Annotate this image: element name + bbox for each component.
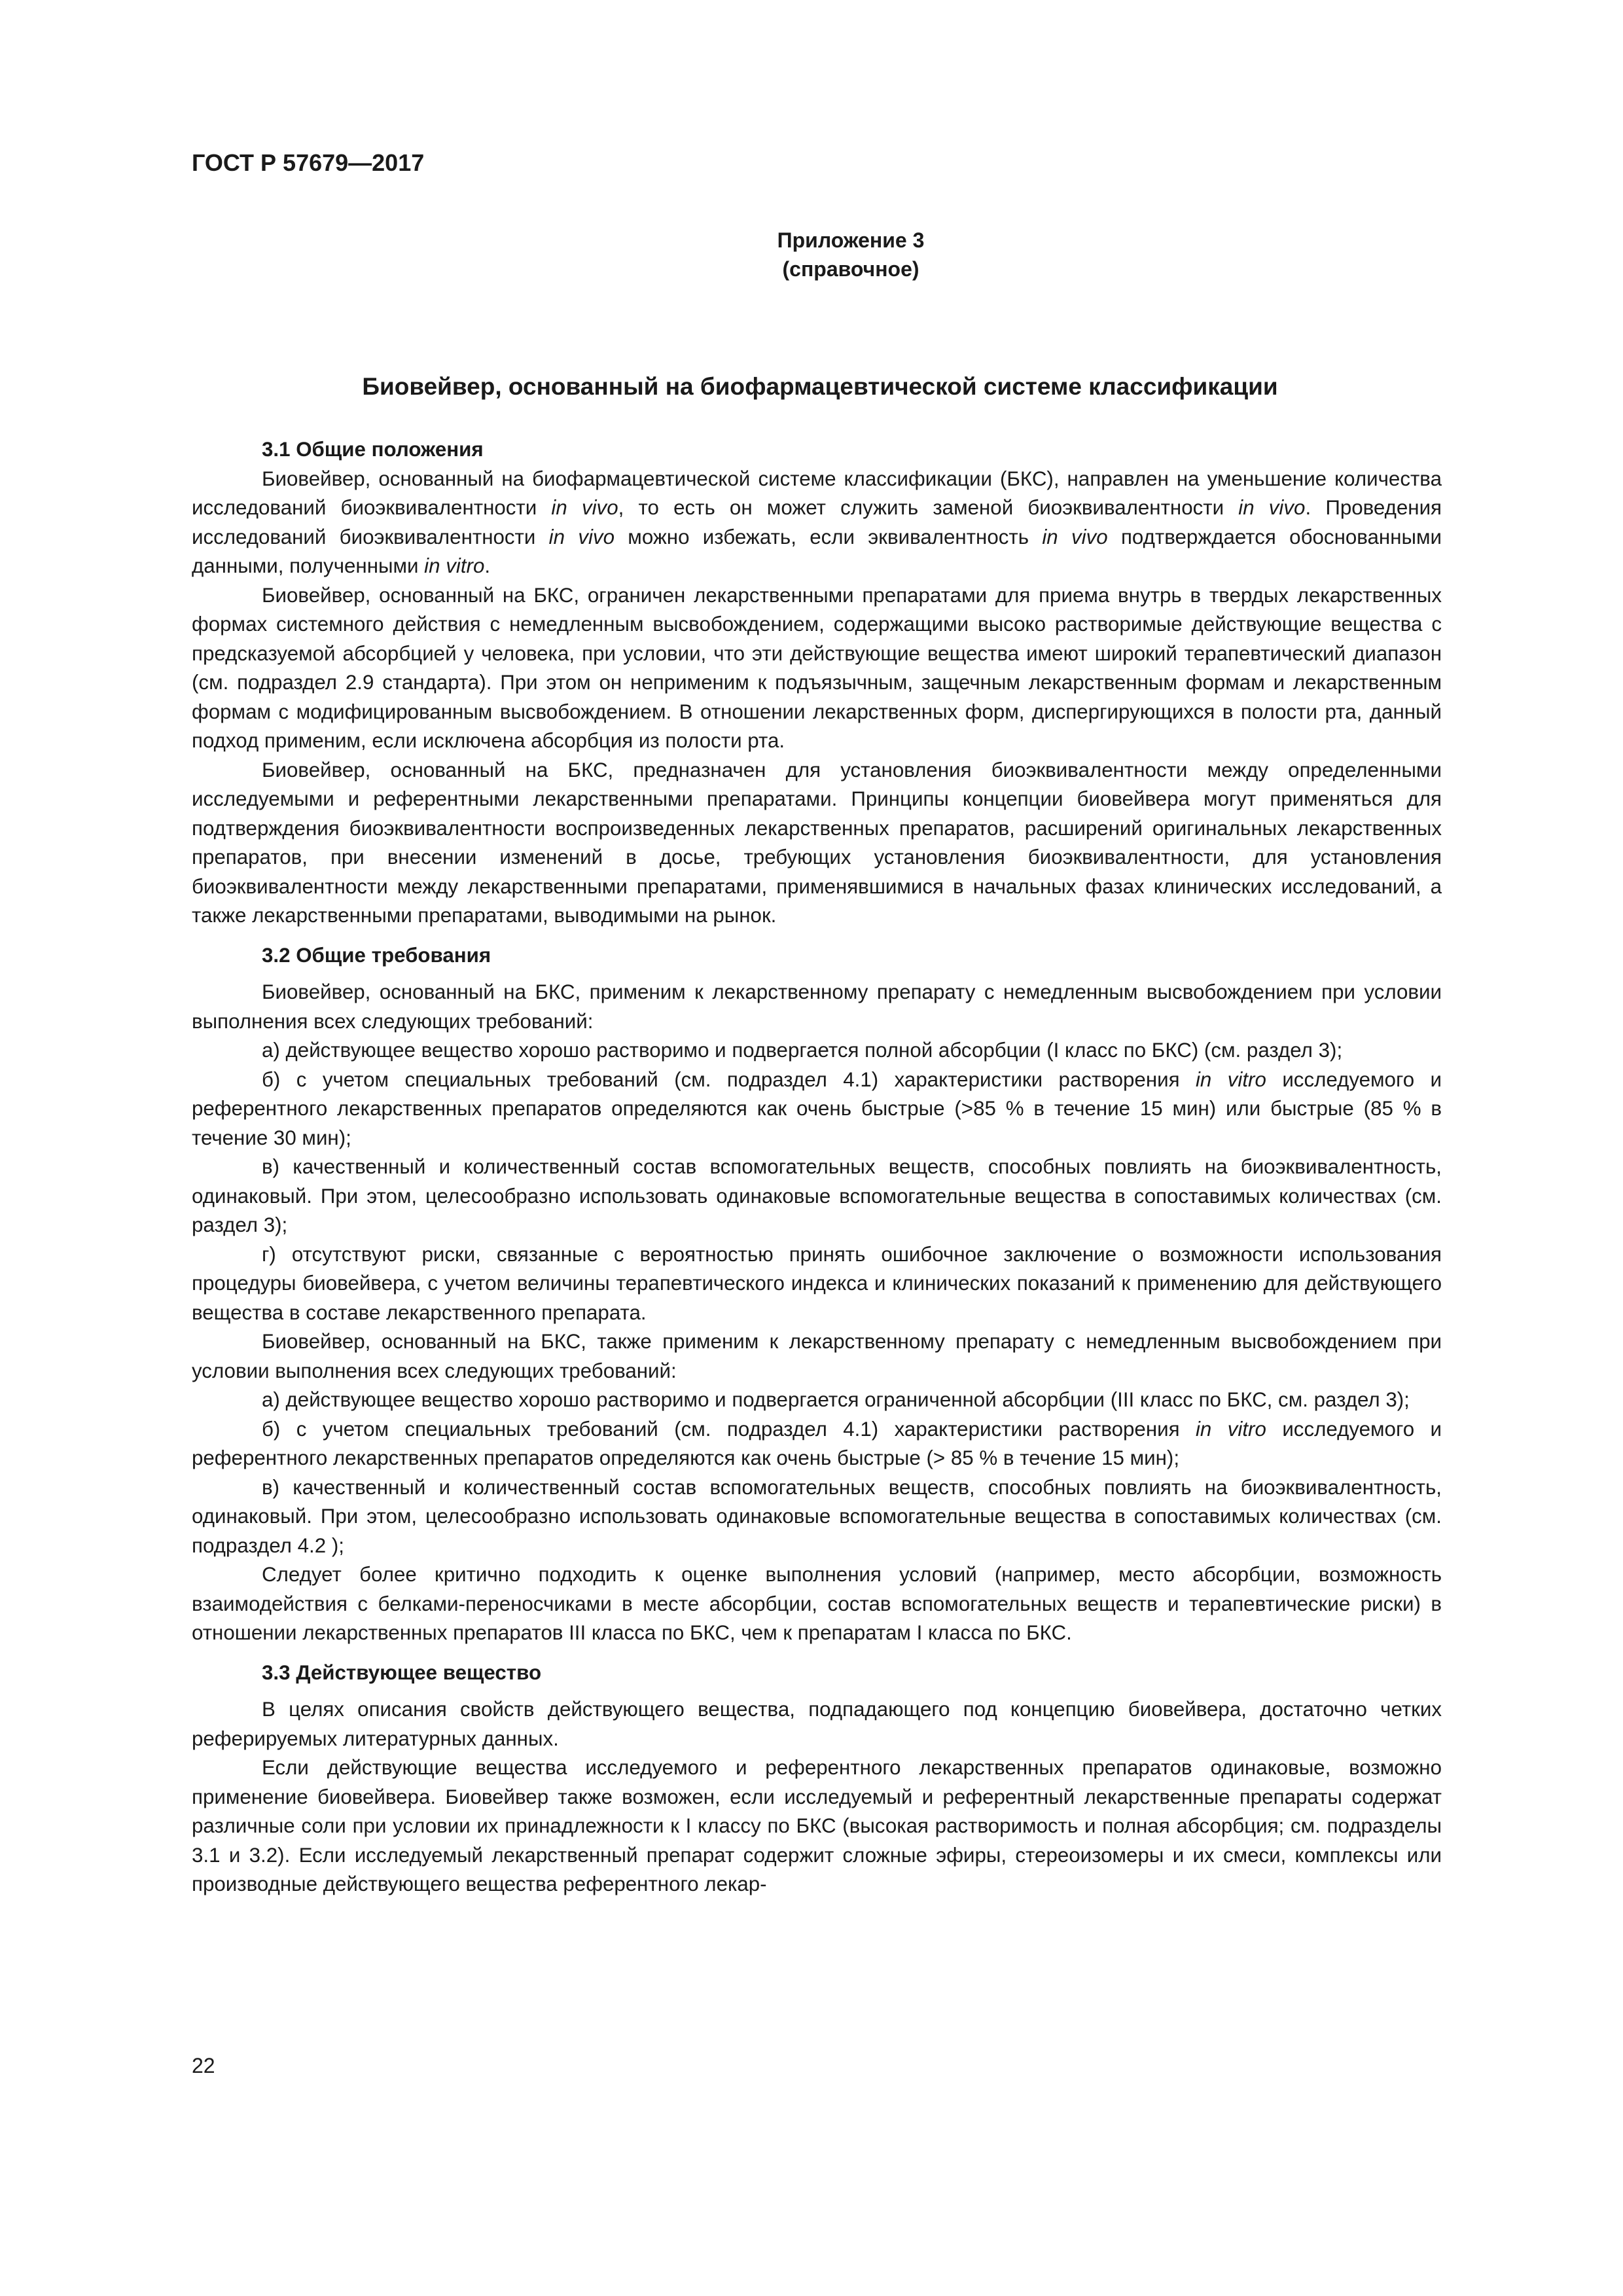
document-body: [192, 435, 1442, 1899]
annex-title: Биовейвер, основанный на биофармацевтической системе классификации: [362, 373, 1278, 400]
page-number: 22: [192, 2054, 215, 2077]
section-3-1-heading: 3.1 Общие положения: [262, 438, 484, 461]
paragraph: Биовейвер, основанный на БКС, ограничен лекарственными препаратами для приема внутрь в твердых лекарственных формах системного действия с немедленным высвобождением, содержащими высоко растворимые действующие вещества с предсказуемой абсорбцией у человека, при условии, что эти действующие вещества имеют широкий терапевтический диапазон (см. подраздел 2.9 стандарта). При этом он неприменим к подъязычным, защечным лекарственным формам и лекарственным формам с модифицированным высвобождением. В отношении лекарственных форм, диспергирующихся в полости рта, данный подход применим, если исключена абсорбция из полости рта.: [192, 583, 1442, 752]
annex-type: (справочное): [782, 257, 919, 281]
list-item: в) качественный и количественный состав вспомогательных веществ, способных повлиять на биоэквивалентность, одинаковый. При этом, целесообразно использовать одинаковые вспомогательные вещества в сопоставимых количествах (см. раздел 3);: [192, 1155, 1442, 1236]
section-3-2-heading: 3.2 Общие требования: [262, 943, 491, 967]
paragraph: В целях описания свойств действующего вещества, подпадающего под концепцию биовейвера, достаточно четких реферируемых литературных данных.: [192, 1698, 1442, 1750]
list-item: в) качественный и количественный состав вспомогательных веществ, способных повлиять на биоэквивалентность, одинаковый. При этом, целесообразно использовать одинаковые вспомогательные вещества в сопоставимых количествах (см. подраздел 4.2 );: [192, 1475, 1442, 1557]
paragraph: Следует более критично подходить к оценке выполнения условий (например, место абсорбции, возможность взаимодействия с белками-переносчиками в месте абсорбции, состав вспомогательных веществ и терапевтические риски) в отношении лекарственных препаратов III класса по БКС, чем к препаратам I класса по БКС.: [192, 1563, 1442, 1644]
list-item: б) с учетом специальных требований (см. подраздел 4.1) характеристики растворения in vitro исследуемого и референтного лекарственных препаратов определяются как очень быстрые (>85 % в течение 15 мин) или быстрые (85 % в течение 30 мин);: [192, 1067, 1442, 1149]
paragraph: Биовейвер, основанный на БКС, применим к лекарственному препарату с немедленным высвобождением при условии выполнения всех следующих требований:: [192, 980, 1442, 1033]
section-3-3-heading: 3.3 Действующее вещество: [262, 1660, 542, 1684]
annex-number: Приложение 3: [777, 228, 925, 252]
annex-label: [654, 226, 1047, 283]
list-item: г) отсутствуют риски, связанные с вероятностью принять ошибочное заключение о возможности использования процедуры биовейвера, с учетом величины терапевтического индекса и клинических показаний к применению для действующего вещества в составе лекарственного препарата.: [192, 1242, 1442, 1324]
standard-number: ГОСТ Р 57679—2017: [192, 149, 425, 176]
list-item: а) действующее вещество хорошо растворимо и подвергается полной абсорбции (I класс по БКС) (см. раздел 3);: [262, 1039, 1343, 1062]
paragraph: Если действующие вещества исследуемого и референтного лекарственных препаратов одинаковые, возможно применение биовейвера. Биовейвер также возможен, если исследуемый и референтный лекарственные препараты содержат различные соли при условии их принадлежности к I классу по БКС (высокая растворимость и полная абсорбция; см. подразделы 3.1 и 3.2). Если исследуемый лекарственный препарат содержит сложные эфиры, стереоизомеры и их смеси, комплексы или производные действующего вещества референтного лекар-: [192, 1756, 1442, 1895]
paragraph: Биовейвер, основанный на биофармацевтической системе классификации (БКС), направлен на уменьшение количества исследований биоэквивалентности in vivo, то есть он может служить заменой биоэквивалентности in vivo. Проведения исследований биоэквивалентности in vivo можно избежать, если эквивалентность in vivo подтверждается обоснованными данными, полученными in vitro.: [192, 467, 1442, 577]
paragraph: Биовейвер, основанный на БКС, также применим к лекарственному препарату с немедленным высвобождением при условии выполнения всех следующих требований:: [192, 1330, 1442, 1382]
paragraph: Биовейвер, основанный на БКС, предназначен для установления биоэквивалентности между определенными исследуемыми и референтными лекарственными препаратами. Принципы концепции биовейвера могут применяться для подтверждения биоэквивалентности воспроизведенных лекарственных препаратов, расширений оригинальных лекарственных препаратов, при внесении изменений в досье, требующих установления биоэквивалентности, для установления биоэквивалентности между лекарственными препаратами, применявшимися в начальных фазах клинических исследований, а также лекарственными препаратами, выводимыми на рынок.: [192, 758, 1442, 927]
list-item: б) с учетом специальных требований (см. подраздел 4.1) характеристики растворения in vitro исследуемого и референтного лекарственных препаратов определяются как очень быстрые (> 85 % в течение 15 мин);: [192, 1417, 1442, 1469]
list-item: а) действующее вещество хорошо растворимо и подвергается ограниченной абсорбции (III класс по БКС, см. раздел 3);: [262, 1388, 1410, 1411]
